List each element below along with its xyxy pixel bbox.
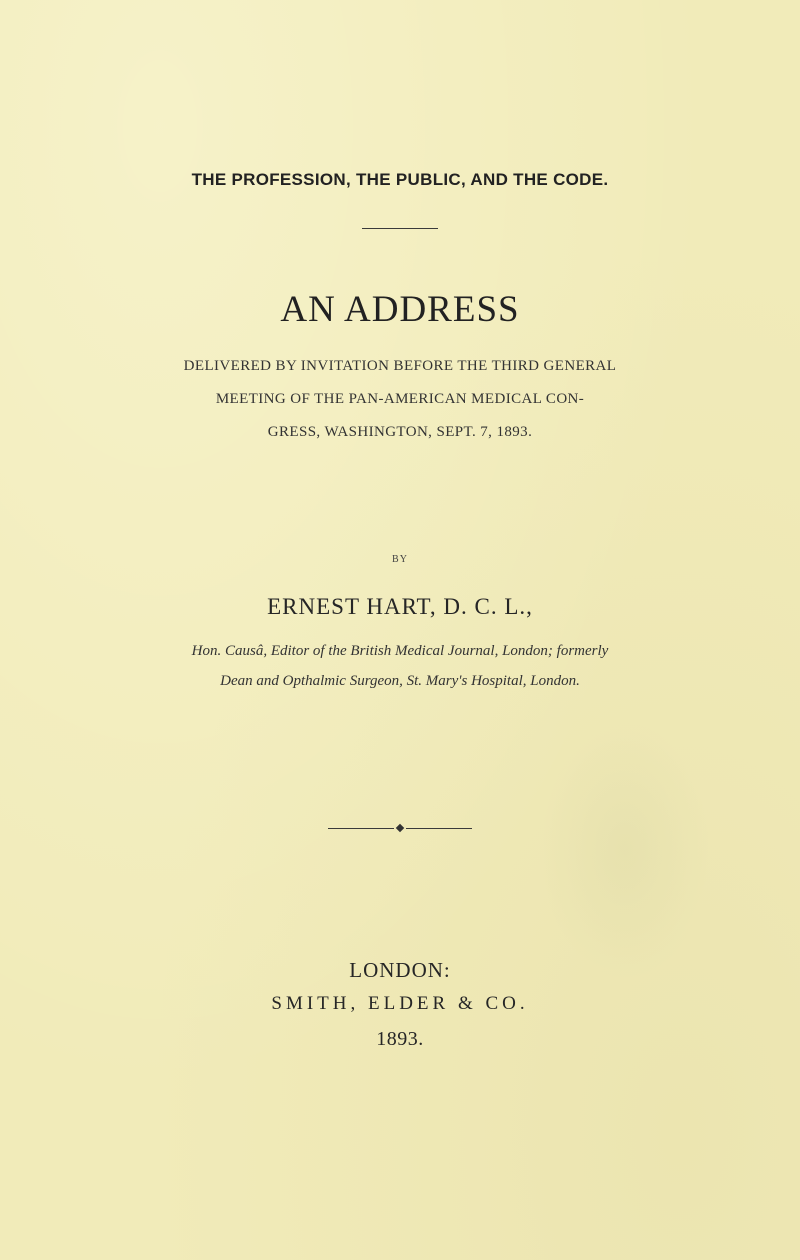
imprint-city: LONDON: [349,958,451,982]
author-credentials-line-1: Hon. Causâ, Editor of the British Medical Journal, London; formerly [191,643,609,659]
subtitle-line-2: MEETING OF THE PAN-AMERICAN MEDICAL CON- [215,391,585,407]
series-title: THE PROFESSION, THE PUBLIC, AND THE CODE. [191,170,609,189]
subtitle-line-3: GRESS, WASHINGTON, SEPT. 7, 1893. [267,424,533,440]
divider-right-rule [406,828,472,829]
ornamental-divider [328,828,472,829]
main-title: AN ADDRESS [280,289,520,330]
short-rule [362,228,438,229]
faded-library-stamp [540,720,710,980]
imprint-year: 1893. [376,1028,424,1050]
author-credentials-line-2: Dean and Opthalmic Surgeon, St. Mary's Hospital, London. [220,673,580,689]
author-name: ERNEST HART, D. C. L., [267,594,533,619]
imprint-publisher: SMITH, ELDER & CO. [271,993,529,1014]
by-label: BY [392,554,408,565]
subtitle-line-1: DELIVERED BY INVITATION BEFORE THE THIRD GENERAL [183,358,617,374]
divider-left-rule [328,828,394,829]
diamond-icon [396,824,404,832]
